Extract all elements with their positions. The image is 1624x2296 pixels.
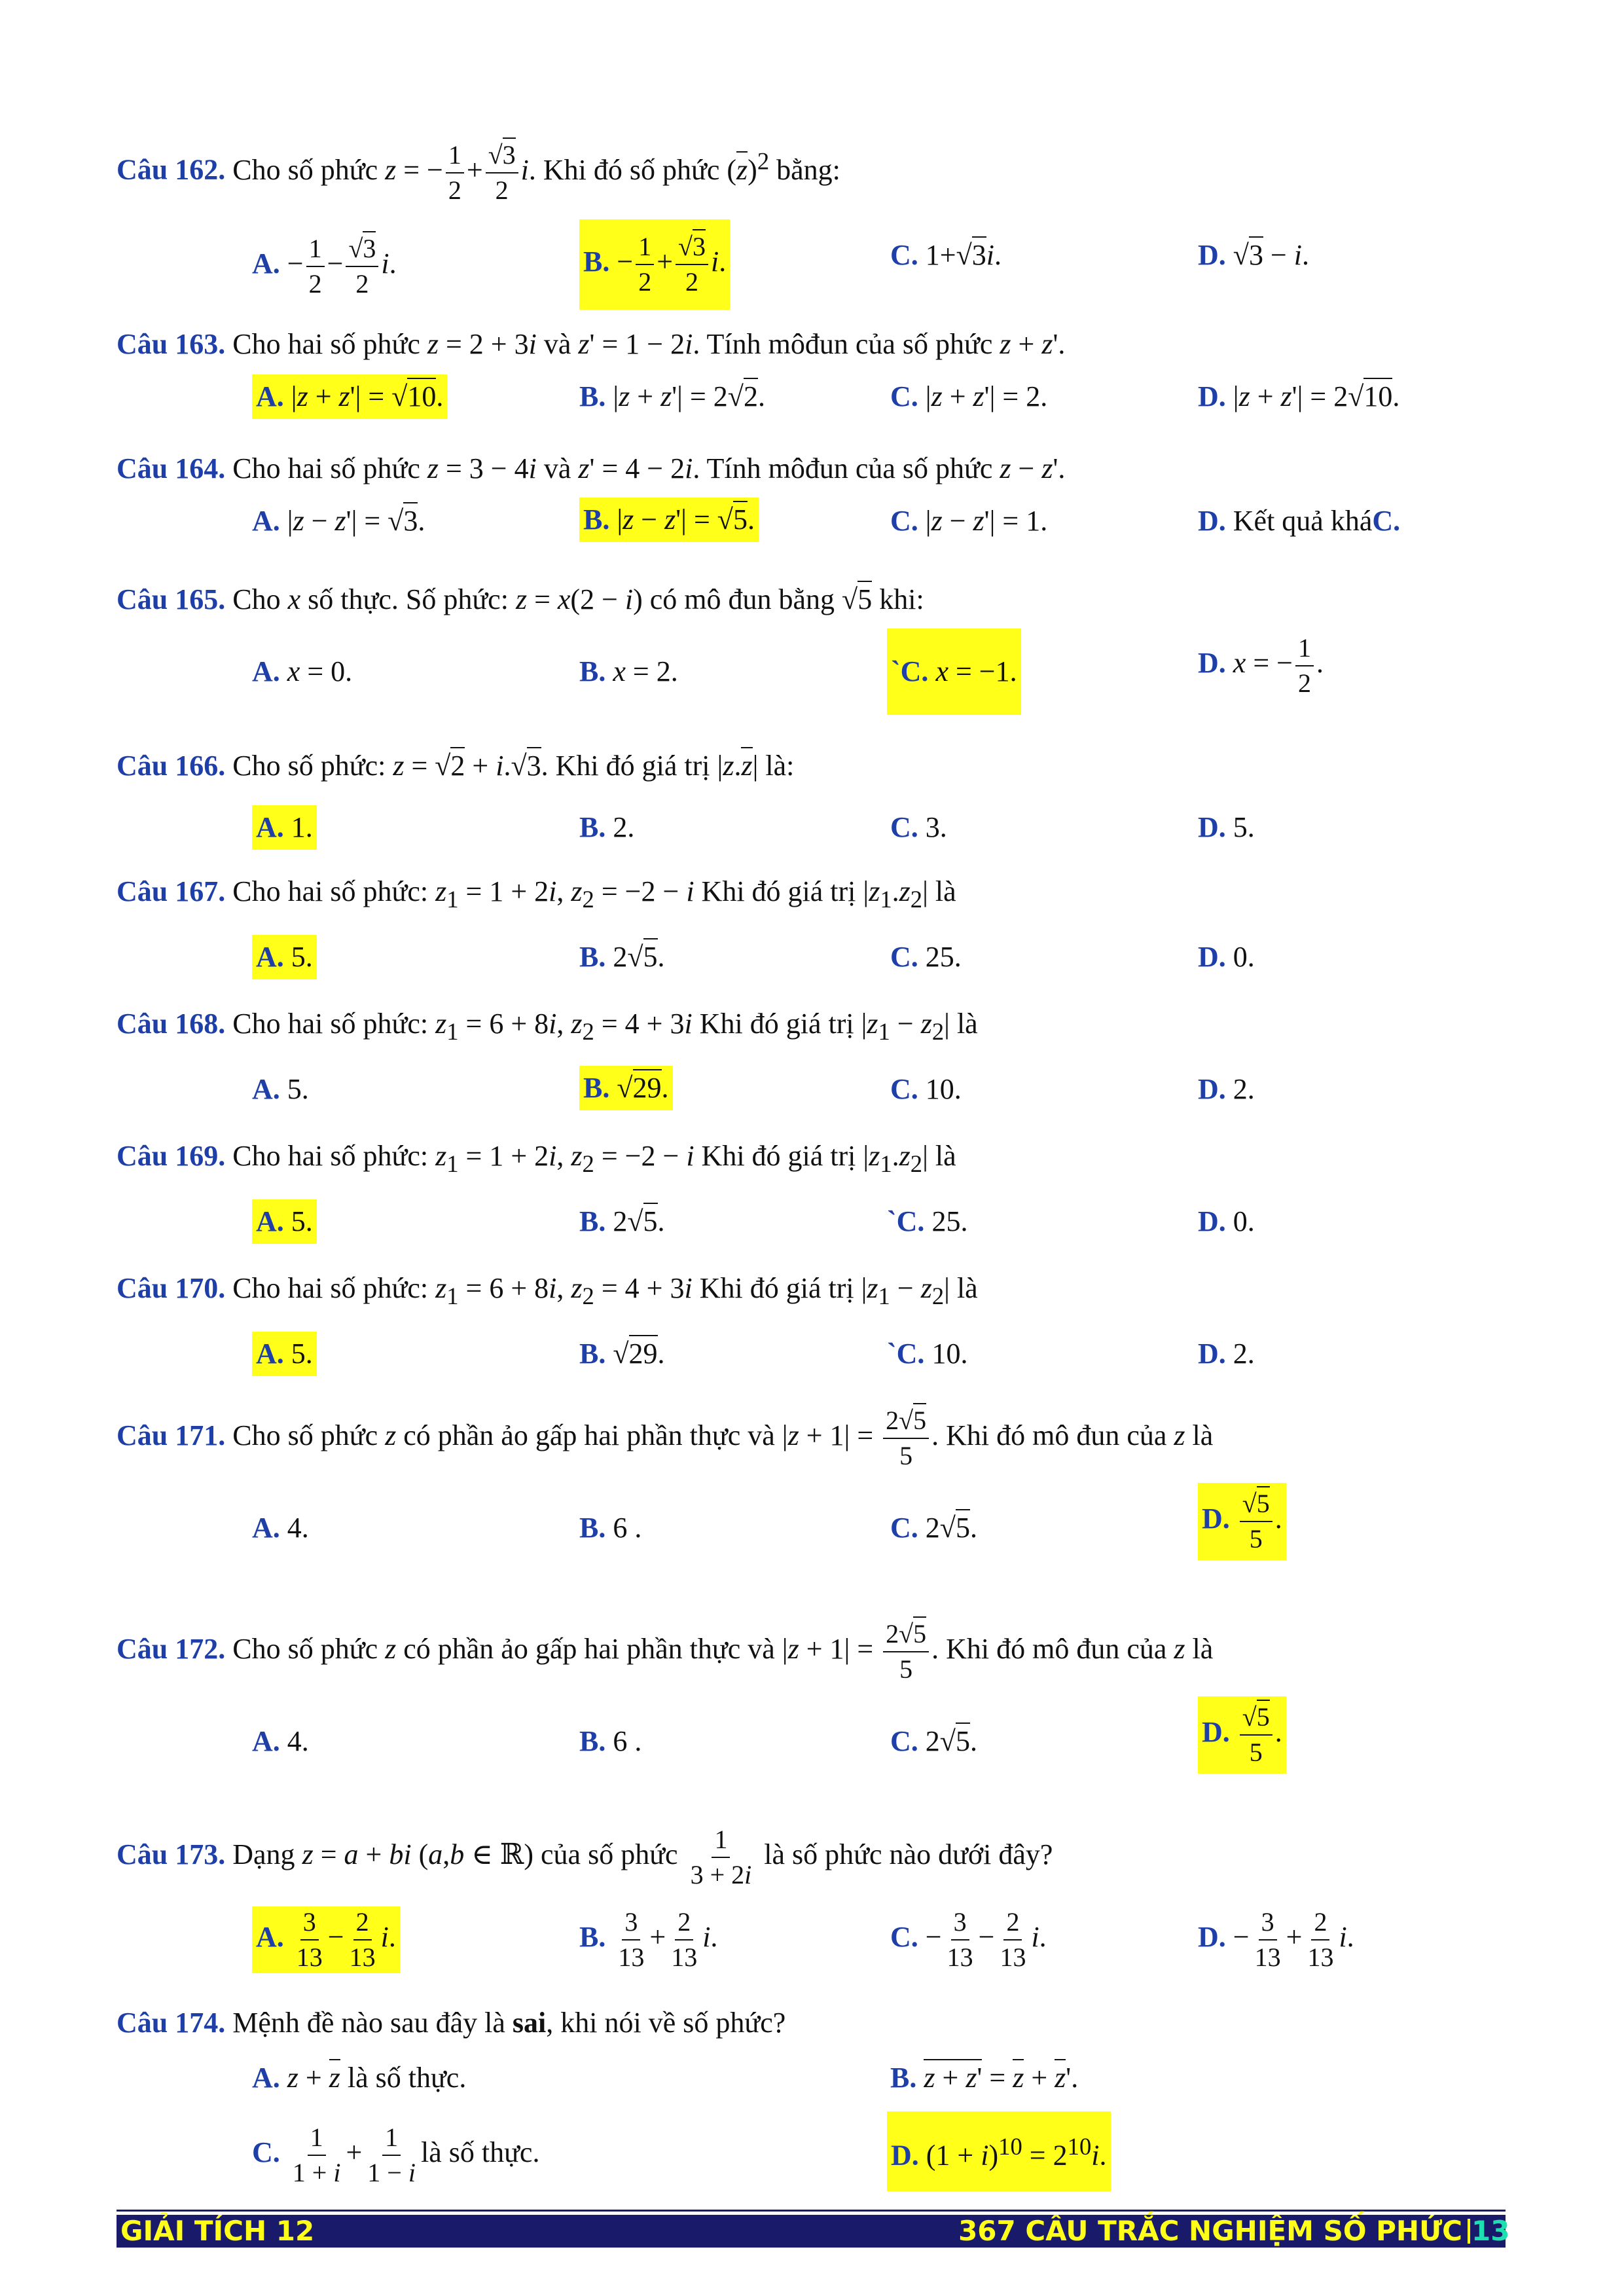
option-c[interactable]: C. 2√5. [890,1722,977,1761]
option-c[interactable]: C. 1+√3i. [890,236,1001,275]
option-c[interactable]: C. 2√5. [890,1508,977,1548]
question-number: Câu 166. [117,750,226,782]
question-number: Câu 170. [117,1272,226,1304]
question-166 [117,746,794,786]
option-a-answer[interactable]: A. 5. [252,935,317,979]
question-number: Câu 174. [117,2007,226,2039]
option-b[interactable]: B. 2. [579,811,635,843]
option-b[interactable]: B. |z + z'| = 2√2. [579,377,765,416]
question-173 [117,1827,1053,1888]
page-number: 13 [1471,2215,1510,2247]
question-171 [117,1408,1213,1469]
option-b[interactable]: B. x = 2. [579,655,678,687]
option-c[interactable]: C. − $\frac{3}{13}$ − $\frac{2}{13}$ i. [890,1907,1047,1972]
option-b-answer[interactable]: B. √29. [579,1066,673,1110]
option-b[interactable]: B. 6 . [579,1725,642,1757]
option-a[interactable]: A. x = 0. [252,655,353,687]
question-162 [117,141,840,204]
question-number: Câu 167. [117,875,226,907]
question-text: Cho số phức: z = √2 + i.√3. Khi đó giá trị |z.z| là: [232,747,794,782]
option-a[interactable]: A. 5. [252,1073,309,1105]
question-text: Cho hai số phức z = 3 − 4i và z' = 4 − 2i. Tính môđun của số phức z − z'. [232,452,1066,484]
question-text: Cho hai số phức: $z_1 = 1 + 2i$, $z_2 = -2 - i$ Khi đó giá trị $|z_1.z_2|$ là [232,875,956,913]
option-c[interactable]: C. 10. [890,1073,962,1105]
option-d-answer[interactable]: D. $\frac{√5}{5}$ . [1198,1696,1286,1774]
question-number: Câu 162. [117,153,226,186]
option-d[interactable]: D. 2. [1198,1073,1255,1105]
footer-subject: GIẢI TÍCH 12 [120,2215,315,2247]
footer-separator [1468,2219,1470,2244]
question-text: Cho hai số phức z = 2 + 3i và z' = 1 − 2i. Tính môđun của số phức z + z'. [232,328,1066,360]
question-text: Cho số phức z có phần ảo gấp hai phần thực và |z + 1| = $\frac{2√5}{5}$ . Khi đó mô đun của z là [232,1633,1213,1665]
option-c[interactable]: C. |z + z'| = 2. [890,380,1048,412]
question-text: Cho hai số phức: $z_1 = 6 + 8i$, $z_2 = 4 + 3i$ Khi đó giá trị $|z_1 - z_2|$ là [232,1272,978,1309]
question-number: Câu 168. [117,1008,226,1040]
option-b[interactable]: B. 6 . [579,1512,642,1544]
question-text: Cho hai số phức: $z_1 = 6 + 8i$, $z_2 = 4 + 3i$ Khi đó giá trị $|z_1 - z_2|$ là [232,1008,978,1045]
question-text: Cho số phức z = − $\frac{1}{2}$ + $\frac{√3}{2}$ i. Khi đó số phức $(z)^2$ bằng: [232,154,840,186]
question-number: Câu 173. [117,1838,226,1871]
question-text: Cho x số thực. Số phức: z = x(2 − i) có mô đun bằng √5 khi: [232,581,924,615]
option-a-answer[interactable]: A. 1. [252,805,317,850]
option-a-answer[interactable]: A. $\frac{3}{13}$ − $\frac{2}{13}$ i. [252,1906,400,1973]
option-a[interactable]: A. 4. [252,1725,309,1757]
option-d-answer[interactable]: D. $\frac{√5}{5}$ . [1198,1483,1286,1560]
option-d[interactable]: D. |z + z'| = 2√10. [1198,377,1399,416]
option-c[interactable]: C. $\frac{1}{1 + i}$ + $\frac{1}{1 - i}$ là số thực. [252,2123,540,2187]
option-c[interactable]: `C. 25. [887,1205,968,1237]
option-c-answer[interactable]: `C. x = −1. [887,629,1021,715]
question-text: Cho hai số phức: $z_1 = 1 + 2i$, $z_2 = -2 - i$ Khi đó giá trị $|z_1.z_2|$ là [232,1140,956,1177]
option-d[interactable]: D. x = − $\frac{1}{2}$ . [1198,633,1324,698]
option-b[interactable]: B. z + z' = z + z'. [890,2058,1078,2098]
option-b[interactable]: B. 2√5. [579,938,665,977]
option-a[interactable]: A. − $\frac{1}{2}$ − $\frac{√3}{2}$ i. [252,236,397,297]
question-number: Câu 165. [117,583,226,615]
option-d[interactable]: D. 2. [1198,1338,1255,1370]
option-d[interactable]: D. √3 − i. [1198,236,1309,275]
option-a-answer[interactable]: A. 5. [252,1332,317,1376]
option-d[interactable]: D. 5. [1198,811,1255,843]
option-c[interactable]: `C. 10. [887,1338,968,1370]
question-number: Câu 163. [117,328,226,360]
option-d-answer[interactable]: D. $(1 + i)^{10} = 2^{10}i$. [887,2111,1111,2191]
question-167 [117,872,956,919]
question-text: Cho số phức z có phần ảo gấp hai phần thực và |z + 1| = $\frac{2√5}{5}$ . Khi đó mô đun của z là [232,1419,1213,1451]
question-165 [117,580,924,619]
option-b[interactable]: B. $\frac{3}{13}$ + $\frac{2}{13}$ i. [579,1907,718,1972]
option-c[interactable]: C. |z − z'| = 1. [890,505,1048,537]
option-d[interactable]: D. 0. [1198,941,1255,973]
question-number: Câu 164. [117,452,226,484]
option-a-answer[interactable]: A. 5. [252,1199,317,1244]
footer-divider [117,2210,1506,2212]
question-174 [117,2003,785,2043]
question-170 [117,1269,978,1316]
question-number: Câu 171. [117,1419,226,1452]
question-168 [117,1004,978,1051]
option-a[interactable]: A. 4. [252,1512,309,1544]
option-d[interactable]: D. 0. [1198,1205,1255,1237]
question-172 [117,1621,1213,1683]
option-b-answer[interactable]: B. |z − z'| = √5. [579,498,759,542]
option-c[interactable]: C. 3. [890,811,947,843]
question-163 [117,325,1065,364]
question-text: Dạng z = a + bi (a,b ∈ ℝ) của số phức $\frac{1}{3 + 2i}$ là số phức nào dưới đây? [232,1825,1053,1889]
option-b[interactable]: B. √29. [579,1334,665,1374]
option-b-answer[interactable]: B. − $\frac{1}{2}$ + $\frac{√3}{2}$ i. [579,219,730,310]
question-164 [117,449,1065,488]
page-footer [117,2210,1510,2248]
option-a[interactable]: A. |z − z'| = √3. [252,501,425,541]
footer-title: 367 CÂU TRẮC NGHIỆM SỐ PHỨC [958,2215,1462,2247]
option-d[interactable]: D. − $\frac{3}{13}$ + $\frac{2}{13}$ i. [1198,1907,1354,1972]
option-a-answer[interactable]: A. |z + z'| = √10. [252,374,447,419]
question-text: Mệnh đề nào sau đây là sai, khi nói về số phức? [232,2007,786,2039]
option-d[interactable]: D. Kết quả kháC. [1198,505,1401,537]
question-number: Câu 169. [117,1140,226,1172]
option-a[interactable]: A. z + z là số thực. [252,2058,466,2098]
question-169 [117,1137,956,1184]
option-b[interactable]: B. 2√5. [579,1202,665,1241]
question-number: Câu 172. [117,1633,226,1666]
option-c[interactable]: C. 25. [890,941,962,973]
